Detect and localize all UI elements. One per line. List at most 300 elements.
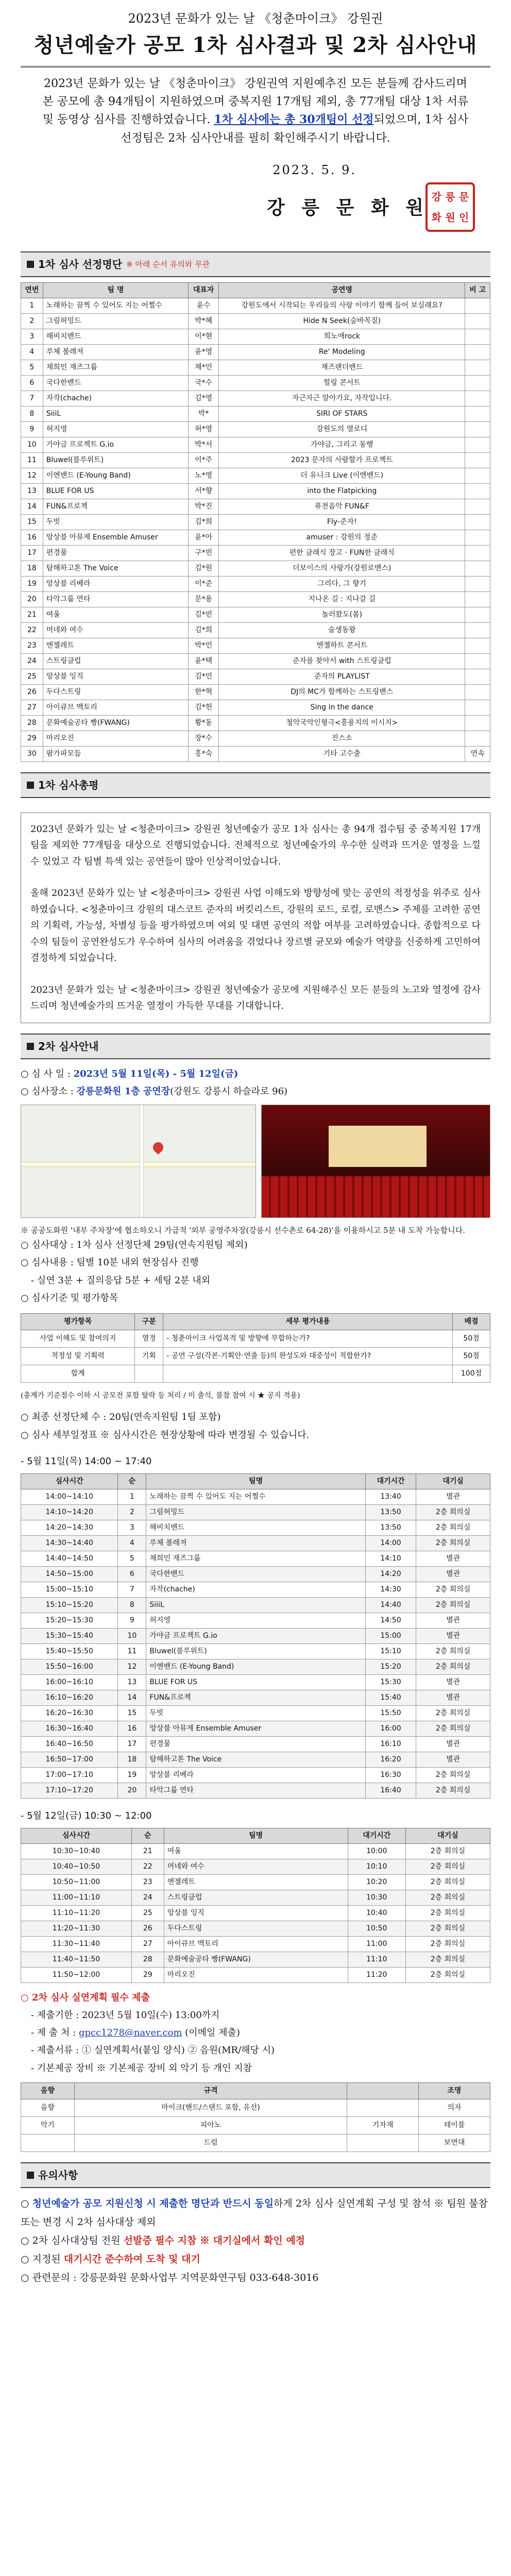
table-header-cell: 구분 (135, 1313, 163, 1330)
table-cell: 채희민 재즈그룹 (43, 360, 188, 375)
table-cell: 타악그룹 연타 (43, 591, 188, 607)
table-cell: 루체 볼레져 (146, 1535, 365, 1551)
table-cell: 국*수 (189, 375, 219, 391)
table-cell: 김*빈 (189, 607, 219, 622)
exam-place-label: ○ 심사장소 : (21, 1086, 74, 1097)
table-cell: 14:10~14:20 (21, 1504, 118, 1520)
table-cell: 2층 회의실 (416, 1643, 490, 1659)
table-cell: 여울 (43, 607, 188, 622)
table-cell (465, 452, 490, 468)
table-header-cell: 평가항목 (21, 1313, 135, 1330)
note-1-text: 하게 2차 심사 실연계획 구성 및 참석 ※ 팀원 불참 또는 변경 시 2차 심사대상 제외 (21, 2197, 488, 2228)
submission-info (21, 1989, 490, 2077)
selection-table (21, 282, 490, 762)
table-cell: 16:20 (365, 1752, 416, 1767)
submission-title: ○ 2차 심사 실연계획 필수 제출 (21, 1992, 150, 2003)
map-pin-icon (151, 1140, 165, 1155)
table-cell: 2층 회의실 (405, 1967, 490, 1982)
table-cell: 18 (118, 1752, 146, 1767)
table-cell: 술생동왕 (219, 622, 465, 638)
table-cell: 그리다, 그 향기 (219, 576, 465, 591)
intro-text-2: 되었으며, 1차 심사 선정팀은 2차 심사안내를 필히 확인해주시기 바랍니다. (121, 113, 469, 145)
seal-character: 화 (431, 211, 441, 224)
table-cell: 팜가파모듬 (43, 746, 188, 761)
table-cell: 15:00~15:10 (21, 1582, 118, 1597)
section-title: 2차 심사안내 (38, 1040, 99, 1053)
table-cell: 한*혁 (189, 684, 219, 700)
table-cell: 탐해하고톤 The Voice (146, 1752, 365, 1767)
table-cell: 지나온 길 : 지나갈 길 (219, 591, 465, 607)
table-cell: 16:00 (365, 1721, 416, 1736)
table-cell (465, 406, 490, 421)
section-bullet-icon (27, 782, 34, 789)
venue-photos (21, 1105, 490, 1218)
submission-address-line (21, 2024, 490, 2042)
table-cell: 16:10~16:20 (21, 1690, 118, 1705)
table-cell: 24 (131, 1890, 164, 1905)
document-subtitle: 2023년 문화가 있는 날 《청춘마이크》 강원권 (128, 11, 383, 26)
table-cell: 적정성 및 기획력 (21, 1347, 135, 1365)
table-cell: 자작(chache) (43, 391, 188, 406)
schedule-info (21, 1409, 490, 1444)
table-row (21, 591, 490, 607)
table-row (21, 1874, 490, 1890)
table-header-cell: 세부 평가내용 (163, 1313, 453, 1330)
table-cell: 2 (21, 313, 43, 329)
table-cell: 강원도의 열로디 (219, 421, 465, 437)
table-cell: 10:50~11:00 (21, 1874, 132, 1890)
table-header-cell: 비 고 (465, 282, 490, 298)
table-cell: 자작(chache) (146, 1582, 365, 1597)
table-cell: 2층 회의실 (416, 1504, 490, 1520)
table-cell (465, 499, 490, 514)
table-row (21, 1952, 490, 1967)
criteria-label: ○ 심사기준 및 평가항목 (21, 1292, 118, 1303)
table-cell: 18 (21, 561, 43, 576)
table-cell: 국다한밴드 (43, 375, 188, 391)
seal-character: 문 (458, 190, 469, 203)
note-1-prefix: ○ (21, 2197, 32, 2209)
table-cell: 의자 (419, 2099, 490, 2116)
table-cell: 13:50 (365, 1520, 416, 1535)
table-cell: 15 (118, 1705, 146, 1721)
section-bullet-icon (27, 261, 34, 268)
table-cell: 10:40 (348, 1905, 405, 1921)
intro-text-1: 2023년 문화가 있는 날 《청춘마이크》 강원권역 지원예추진 모든 분들께 감사드리며 본 공모에 총 94개팀이 지원하였으며 중복지원 17개팀 제외, 총 77개팀 대상 1차 서류 및 동영상 심사를 진행하였습니다. (42, 77, 469, 127)
table-cell: into the Flatpicking (219, 483, 465, 499)
table-cell: 박*진 (189, 499, 219, 514)
table-cell: 15:10 (365, 1643, 416, 1659)
org-name: 강 릉 문 화 원 (266, 196, 429, 218)
table-row (21, 1597, 490, 1613)
table-cell: 3 (118, 1520, 146, 1535)
org-seal (425, 182, 475, 232)
table-cell: 9 (118, 1613, 146, 1628)
table-header-cell: 대표자 (189, 282, 219, 298)
table-cell: - 청춘마이크 사업목적 및 방향에 부합하는가? (163, 1330, 453, 1347)
title-divider (21, 66, 490, 67)
table-cell: 2층 회의실 (405, 1952, 490, 1967)
submission-documents: - 제출서류 : ① 실연계획서(붙임 양식) ② 음원(MR/해당 시) (31, 2045, 275, 2056)
table-cell: 두빗 (146, 1705, 365, 1721)
exam-date-value: 2023년 5월 11일(목) - 5월 12일(금) (73, 1068, 239, 1079)
table-cell: 100점 (453, 1365, 490, 1382)
table-row (21, 1859, 490, 1874)
table-row (21, 1967, 490, 1982)
table-cell: 27 (131, 1936, 164, 1952)
table-cell: 21 (131, 1843, 164, 1859)
exam-place-address: (강원도 강릉시 하슬라로 96) (170, 1086, 288, 1097)
table-cell: 19 (118, 1767, 146, 1783)
table-cell: 15:20 (365, 1659, 416, 1674)
table-row (21, 1489, 490, 1504)
table-cell: 15:40~15:50 (21, 1643, 118, 1659)
table-cell (465, 313, 490, 329)
table-cell: 14:40~14:50 (21, 1551, 118, 1566)
table-cell: 피아노 (74, 2116, 347, 2134)
criteria-note: (총계가 기준점수 이하 시 공모전 포함 탈락 등 처리 / 미 출석, 불참 참여 시 ★ 공지 적용) (21, 1391, 300, 1400)
table-cell (465, 437, 490, 452)
table-cell: 16 (21, 530, 43, 545)
table-cell: 테이블 (419, 2116, 490, 2134)
table-cell: 기획 (135, 1347, 163, 1365)
table-cell: 6 (21, 375, 43, 391)
table-cell: 두다스트링 (164, 1921, 348, 1936)
table-cell: 2층 회의실 (416, 1520, 490, 1535)
table-cell: 국다한밴드 (146, 1566, 365, 1582)
table-cell: 별관 (416, 1752, 490, 1767)
table-header-cell: 심사시간 (21, 1828, 132, 1843)
submission-email-link[interactable]: gpcc1278@naver.com (78, 2027, 182, 2039)
table-cell: 그림허밍드 (146, 1504, 365, 1520)
table-cell: 16 (118, 1721, 146, 1736)
table-cell: 머네와 여수 (43, 622, 188, 638)
table-cell: 음향 (21, 2099, 75, 2116)
table-cell: 2층 회의실 (405, 1874, 490, 1890)
table-cell: 김*영 (189, 391, 219, 406)
exam-place-line (21, 1083, 490, 1100)
table-cell: Bluwel(블루위트) (146, 1643, 365, 1659)
table-header-cell: 대기시간 (365, 1473, 416, 1489)
table-cell: 1 (21, 298, 43, 313)
review-paragraph-2: 올해 2023년 문화가 있는 날 <청춘마이크> 강원권 사업 이해도와 방향성에 맞는 공연의 적정성을 위주로 심사하였습니다. <청춘마이크 강원의 대스코트 준자의 버킷리스트, 강원의 로드, 로컬, 로맨스> 주제를 고려한 공연의 기획력, 가능성, 차별성 등을 평가하였으며 여외 및 대면 공연의 적합 여부를 고려하였습니다. 종합적으로 다수의 팀들이 공연완성도가 우수하여 심사의 어려움을 겪었다나 장르별 균모와 예술가 역량을 신중하게 고민하여 결정하게 되었습니다. (30, 888, 481, 964)
table-cell: 14:50~15:00 (21, 1566, 118, 1582)
table-cell: 7 (21, 391, 43, 406)
table-header-cell: 순 (118, 1473, 146, 1489)
table-cell: 10:30 (348, 1890, 405, 1905)
table-cell: 이엔밴드 (E-Young Band) (43, 468, 188, 483)
equipment-table (21, 2082, 490, 2152)
table-cell: 16:40~16:50 (21, 1736, 118, 1752)
table-row (21, 1330, 490, 1347)
review-paragraph-1: 2023년 문화가 있는 날 <청춘마이크> 강원권 청년예술가 공모 1차 심사는 총 94개 접수팀 중 중복지원 17개팀을 제외한 77개팀을 대상으로 진행되었습니다. 전체적으로 청년예술가의 우수한 실력과 뜨거운 열정을 느낄 수 있었고 각 팀별 특색 있는 공연들이 많아 인상적이었습니다. (30, 823, 481, 867)
table-cell (465, 669, 490, 684)
intro-highlight: 1차 심사에는 총 30개팀이 선정 (214, 113, 374, 127)
table-cell: 5 (118, 1551, 146, 1566)
table-cell: 2층 회의실 (416, 1659, 490, 1674)
exam-format-detail: - 실연 3분 + 질의응답 5분 + 세팅 2분 내외 (31, 1275, 211, 1286)
table-cell: 2층 회의실 (405, 1921, 490, 1936)
table-cell: 15:10~15:20 (21, 1597, 118, 1613)
table-row (21, 375, 490, 391)
table-cell: 김*민 (189, 669, 219, 684)
table-cell: 앙상블 리베라 (43, 576, 188, 591)
exam-date-line (21, 1065, 490, 1083)
table-cell (465, 298, 490, 313)
seal-character: 강 (431, 190, 441, 203)
table-header-cell: 공연명 (219, 282, 465, 298)
table-cell: 마리오진 (43, 731, 188, 746)
table-cell: 박*서 (189, 437, 219, 452)
table-cell: 이*현 (189, 329, 219, 344)
seal-character: 인 (458, 211, 469, 224)
table-cell: DJ의 MC가 함께하는 스트링밴스 (219, 684, 465, 700)
table-cell: 25 (21, 669, 43, 684)
table-row (21, 622, 490, 638)
table-cell: FUN&프로젝 (43, 499, 188, 514)
table-cell: 허*영 (189, 421, 219, 437)
table-cell (465, 545, 490, 561)
table-cell: 22 (21, 622, 43, 638)
table-cell: 3 (21, 329, 43, 344)
table-cell: 편경물 (43, 545, 188, 561)
table-cell: 2층 회의실 (405, 1905, 490, 1921)
table-cell (465, 653, 490, 669)
table-cell: 사업 이해도 및 참여의지 (21, 1330, 135, 1347)
table-row (21, 2116, 490, 2134)
table-row (21, 452, 490, 468)
table-row (21, 1736, 490, 1752)
table-cell: 준자를 찾아서 with 스트링클럽 (219, 653, 465, 669)
table-cell: 15:40 (365, 1690, 416, 1705)
table-cell: 10:40~10:50 (21, 1859, 132, 1874)
table-cell: 2층 회의실 (405, 1843, 490, 1859)
table-cell: 15:50~16:00 (21, 1659, 118, 1674)
table-cell: 진스소 (219, 731, 465, 746)
table-cell: 별관 (416, 1489, 490, 1504)
table-cell: 11:30~11:40 (21, 1936, 132, 1952)
provided-equipment-label: - 기본제공 장비 ※ 기본제공 장비 외 악기 등 개인 지참 (31, 2062, 252, 2074)
table-cell: 13 (21, 483, 43, 499)
table-cell: 20 (118, 1783, 146, 1798)
review-paragraph-3: 2023년 문화가 있는 날 <청춘마이크> 강원권 청년예술가 공모에 지원해주신 모든 분들의 노고와 열정에 감사드리며 청년예술가의 뜨거운 열정이 가득한 무대를 기대합니다. (30, 984, 481, 1012)
table-cell: 15:00 (365, 1628, 416, 1643)
table-cell: 서*향 (189, 483, 219, 499)
table-cell: 엔젤하트 콘서트 (219, 638, 465, 653)
table-cell: 14:30 (365, 1582, 416, 1597)
table-cell (465, 530, 490, 545)
table-cell: 그림허밍드 (43, 313, 188, 329)
table-cell: 22 (131, 1859, 164, 1874)
table-row (21, 313, 490, 329)
table-row (21, 607, 490, 622)
seal-character: 릉 (445, 190, 455, 203)
table-row (21, 1783, 490, 1798)
table-row (21, 545, 490, 561)
table-cell: 5 (21, 360, 43, 375)
table-cell: 10:20 (348, 1874, 405, 1890)
table-cell: 해비치밴드 (146, 1520, 365, 1535)
table-cell (347, 2134, 419, 2151)
table-cell: 여울 (164, 1843, 348, 1859)
table-row (21, 700, 490, 715)
table-row (21, 638, 490, 653)
table-cell: SiiiL (146, 1597, 365, 1613)
day2-schedule-table (21, 1828, 490, 1983)
table-cell: 스트링클럽 (164, 1890, 348, 1905)
table-cell: 별관 (416, 1736, 490, 1752)
table-cell: 14:30~14:40 (21, 1535, 118, 1551)
exam-place-value: 강릉문화원 1층 공연장 (76, 1086, 171, 1097)
note-1 (21, 2194, 490, 2231)
table-cell: 11:20 (348, 1967, 405, 1982)
table-cell: 아이큐브 맥토리 (43, 700, 188, 715)
criteria-table (21, 1313, 490, 1383)
table-cell: 2023 문자의 사람할가 프로젝트 (219, 452, 465, 468)
table-cell: 앙상블 잉직 (43, 669, 188, 684)
table-header-cell: 대기실 (416, 1473, 490, 1489)
table-cell: 21 (21, 607, 43, 622)
table-header-cell: 팀명 (146, 1473, 365, 1489)
exam-format: ○ 심사내용 : 팀별 10분 내외 현장심사 진행 (21, 1257, 199, 1268)
table-cell (347, 2099, 419, 2116)
table-cell: 이*준 (189, 576, 219, 591)
table-header-cell: 배점 (453, 1313, 490, 1330)
table-cell: 보면대 (419, 2134, 490, 2151)
table-cell (465, 638, 490, 653)
table-cell: 노래하는 끔찍 수 있어도 지는 어쩔수 (146, 1489, 365, 1504)
table-header-cell: 순 (131, 1828, 164, 1843)
table-cell: 희노애rock (219, 329, 465, 344)
table-cell: 28 (131, 1952, 164, 1967)
section-header-notes (21, 2162, 490, 2188)
table-header-cell: 대기시간 (348, 1828, 405, 1843)
table-cell: Re' Modeling (219, 344, 465, 360)
table-cell: 16:40 (365, 1783, 416, 1798)
table-cell: 악기 (21, 2116, 75, 2134)
table-header-cell (347, 2082, 419, 2099)
table-row (21, 437, 490, 452)
notes-list (21, 2194, 490, 2287)
table-cell: 엔젤레트 (164, 1874, 348, 1890)
table-cell: 머네와 여수 (164, 1859, 348, 1874)
table-cell: 8 (118, 1597, 146, 1613)
table-cell: 문화예술공타 빵(FWANG) (164, 1952, 348, 1967)
table-cell: 해비치밴드 (43, 329, 188, 344)
table-header-cell: 연번 (21, 282, 43, 298)
table-row (21, 1843, 490, 1859)
table-row (21, 2099, 490, 2116)
table-cell: 14:20 (365, 1566, 416, 1582)
table-row (21, 360, 490, 375)
table-row (21, 561, 490, 576)
table-row (21, 731, 490, 746)
note-1-emphasis: 청년예술가 공모 지원신청 시 제출한 명단과 반드시 동일 (32, 2197, 274, 2209)
submission-address-tail: (이메일 제출) (185, 2027, 240, 2039)
table-cell (465, 483, 490, 499)
table-cell: 11:50~12:00 (21, 1967, 132, 1982)
table-cell (465, 375, 490, 391)
table-cell: FUN&프로젝 (146, 1690, 365, 1705)
table-cell (21, 2134, 75, 2151)
table-cell (465, 684, 490, 700)
exam-date-label: ○ 심 사 일 : (21, 1068, 71, 1079)
table-row (21, 1921, 490, 1936)
table-cell: 14:00 (365, 1535, 416, 1551)
table-cell: 아이큐브 맥토리 (164, 1936, 348, 1952)
table-row (21, 1721, 490, 1736)
table-cell: Hide N Seek(숨바꼭질) (219, 313, 465, 329)
table-cell: 14 (21, 499, 43, 514)
table-cell: 12 (118, 1659, 146, 1674)
table-cell: Fly-준자! (219, 514, 465, 530)
table-cell: 19 (21, 576, 43, 591)
table-cell: 채*민 (189, 360, 219, 375)
table-cell: 2층 회의실 (416, 1582, 490, 1597)
table-cell: 타악그룹 연타 (146, 1783, 365, 1798)
table-cell: 20 (21, 591, 43, 607)
table-cell: 14:00~14:10 (21, 1489, 118, 1504)
table-cell (465, 622, 490, 638)
table-cell: 2층 회의실 (405, 1890, 490, 1905)
table-cell: 노*영 (189, 468, 219, 483)
submission-address-label: - 제 출 처 : (31, 2027, 76, 2039)
table-cell: 17 (118, 1736, 146, 1752)
table-cell: 13:40 (365, 1489, 416, 1504)
table-cell: 15:20~15:30 (21, 1613, 118, 1628)
section-note: ※ 아래 순서 유의와 무관 (126, 259, 210, 269)
table-cell: 2층 회의실 (416, 1767, 490, 1783)
table-row (21, 1613, 490, 1628)
table-cell: 14:40 (365, 1597, 416, 1613)
table-row (21, 1628, 490, 1643)
table-cell: 문화예술공타 빵(FWANG) (43, 715, 188, 731)
table-cell: SiiiL (43, 406, 188, 421)
table-row (21, 483, 490, 499)
table-cell: 편한 클래식 장고 · FUN한 클래식 (219, 545, 465, 561)
table-cell: 16:50~17:00 (21, 1752, 118, 1767)
table-row (21, 1535, 490, 1551)
table-cell: 윤수 (189, 298, 219, 313)
table-cell: 장*수 (189, 731, 219, 746)
table-cell: 채희민 재즈그룹 (146, 1551, 365, 1566)
table-cell: 앙상블 리베라 (146, 1767, 365, 1783)
table-header-cell: 음향 (21, 2082, 75, 2099)
table-cell: Bluwel(블루위트) (43, 452, 188, 468)
table-cell: amuser : 강원의 정준 (219, 530, 465, 545)
table-cell: 청악국악인형극<흥용지의 이시지> (219, 715, 465, 731)
table-row (21, 1674, 490, 1690)
table-cell: 김*헌 (189, 700, 219, 715)
table-cell: 문*용 (189, 591, 219, 607)
table-cell: 더 유니크 Live (이엔밴드) (219, 468, 465, 483)
table-cell: 1 (118, 1489, 146, 1504)
parking-notice: ※ 공공도화원 '내부 주차장'에 협소하오니 가급적 '외부 공영주차장(강릉시 선수촌로 64-28)'을 이용하시고 5분 내 도착 가능합니다. (21, 1226, 466, 1235)
table-row (21, 406, 490, 421)
table-cell: 드럼 (74, 2134, 347, 2151)
table-cell: 두다스트링 (43, 684, 188, 700)
table-cell: 앙상블 아뮤제 Ensemble Amuser (146, 1721, 365, 1736)
table-cell (465, 715, 490, 731)
table-row (21, 746, 490, 761)
table-row (21, 2134, 490, 2151)
table-cell: 11:10 (348, 1952, 405, 1967)
intro-paragraph (21, 75, 490, 147)
day1-schedule-table (21, 1473, 490, 1799)
table-cell (163, 1365, 453, 1382)
seal-character: 원 (445, 211, 455, 224)
table-cell: 앙상블 아뮤제 Ensemble Amuser (43, 530, 188, 545)
